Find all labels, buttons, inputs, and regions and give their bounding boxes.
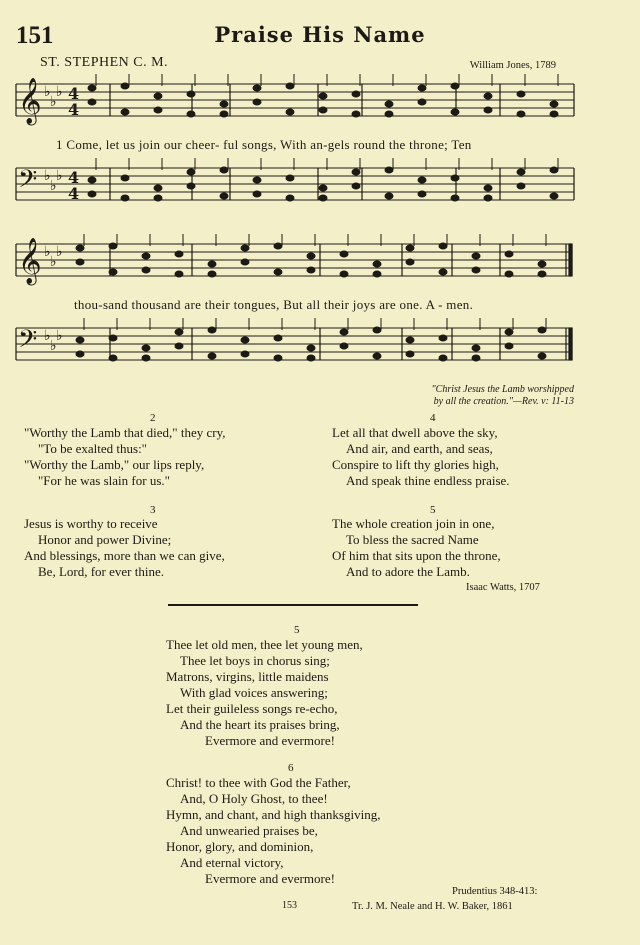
lyric-line-2: thou-sand thousand are their tongues, But all their joys are one. A - men. [74,297,474,312]
lyric-line-1: 1 Come, let us join our cheer- ful songs, With an-gels round the throne; Ten [56,137,472,152]
flat-icon: ♭ [50,178,57,194]
stanza-5-line: To bless the sacred Name [346,532,479,547]
bass-clef-icon: 𝄢 [18,165,38,200]
stanza-4-line: Conspire to lift thy glories high, [332,457,499,472]
page-number: 153 [282,900,297,911]
stanza-5-number: 5 [430,504,436,516]
flat-icon: ♭ [50,338,57,354]
bass-clef-icon: 𝄢 [18,325,38,360]
flat-icon: ♭ [44,84,51,100]
translator-attribution: Tr. J. M. Neale and H. W. Baker, 1861 [352,901,513,912]
flat-icon: ♭ [56,328,63,344]
prudentius-attribution: Prudentius 348-413: [452,886,538,897]
stanza-6-line: And, O Holy Ghost, to thee! [180,791,328,806]
flat-icon: ♭ [44,168,51,184]
stanza-3-number: 3 [150,504,156,516]
stanza-5-line: Of him that sits upon the throne, [332,548,501,563]
stanza-6-line: Hymn, and chant, and high thanksgiving, [166,807,381,822]
stanza-3-line: Jesus is worthy to receive [24,516,158,531]
stanza-2-line: "To be exalted thus:" [38,441,147,456]
flat-icon: ♭ [56,168,63,184]
flat-icon: ♭ [44,328,51,344]
scripture-line-2: by all the creation."—Rev. v: 11-13 [433,396,574,407]
stanza-5-line: The whole creation join in one, [332,516,495,531]
tune-name: ST. STEPHEN C. M. [40,55,169,70]
flat-icon: ♭ [56,244,63,260]
time-signature: 4 [68,100,80,119]
time-signature: 4 [68,168,80,187]
flat-icon: ♭ [56,84,63,100]
stanza-2-line: "For he was slain for us." [38,473,170,488]
hymn-title: Praise His Name [214,22,426,47]
stanza-5b-line: Matrons, virgins, little maidens [166,669,329,684]
stanza-5b-line: Thee let boys in chorus sing; [180,653,330,668]
treble-clef-icon: 𝄞 [18,78,42,124]
flat-icon: ♭ [50,94,57,110]
stanza-5b-line: And the heart its praises bring, [180,717,340,732]
composer-credit: William Jones, 1789 [469,60,556,71]
stanza-2-number: 2 [150,412,156,424]
stanza-6-line: Christ! to thee with God the Father, [166,775,351,790]
stanza-3-line: Honor and power Divine; [38,532,172,547]
stanza-5b-line: Thee let old men, thee let young men, [166,637,363,652]
watts-attribution: Isaac Watts, 1707 [466,582,540,593]
flat-icon: ♭ [50,254,57,270]
time-signature: 4 [68,84,80,103]
stanza-5b-line: Let their guileless songs re-echo, [166,701,338,716]
section-divider [168,604,418,606]
stanza-5b-line: Evermore and evermore! [205,733,335,748]
stanza-4-number: 4 [430,412,436,424]
stanza-2-line: "Worthy the Lamb that died," they cry, [24,425,226,440]
stanza-5b-line: With glad voices answering; [180,685,328,700]
stanza-6-line: And unwearied praises be, [180,823,318,838]
stanza-5b-number: 5 [294,624,300,636]
stanza-6-line: Honor, glory, and dominion, [166,839,314,854]
time-signature: 4 [68,184,80,203]
stanza-3-line: And blessings, more than we can give, [24,548,225,563]
hymn-number: 151 [16,22,54,49]
stanza-4-line: And air, and earth, and seas, [346,441,493,456]
flat-icon: ♭ [44,244,51,260]
stanza-6-line: And eternal victory, [180,855,284,870]
treble-clef-icon: 𝄞 [18,238,42,284]
stanza-6-line: Evermore and evermore! [205,871,335,886]
stanza-2-line: "Worthy the Lamb," our lips reply, [24,457,205,472]
scripture-line-1: "Christ Jesus the Lamb worshipped [431,384,574,395]
stanza-3-line: Be, Lord, for ever thine. [38,564,164,579]
stanza-6-number: 6 [288,762,294,774]
stanza-4-line: And speak thine endless praise. [346,473,510,488]
stanza-4-line: Let all that dwell above the sky, [332,425,498,440]
stanza-5-line: And to adore the Lamb. [346,564,470,579]
